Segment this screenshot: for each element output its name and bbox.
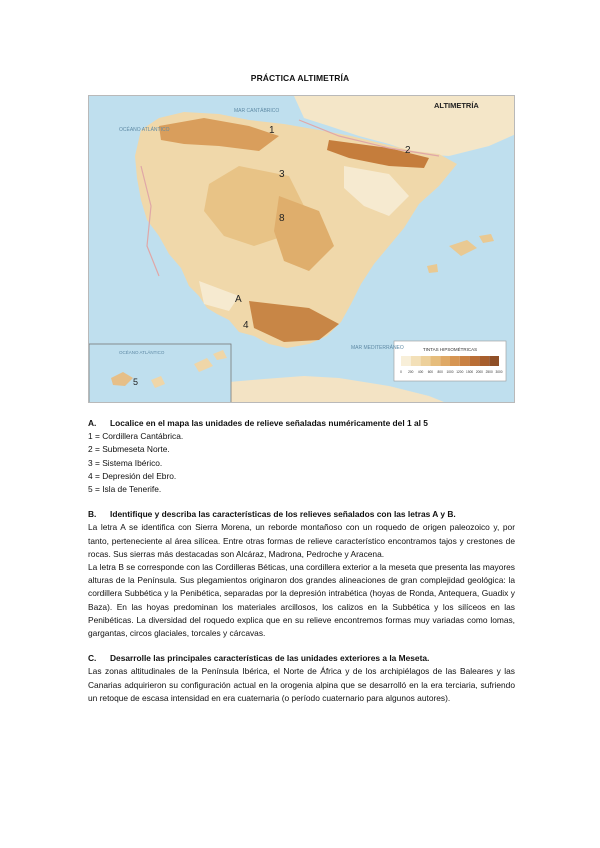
legend-tick: 1000 [446,370,454,374]
marker-8: 8 [279,213,285,224]
legend-tick: 2000 [475,370,483,374]
section-a-heading-text: Localice en el mapa las unidades de relieve señaladas numéricamente del 1 al 5 [110,418,428,428]
sea-label-cantabrico: MAR CANTÁBRICO [234,108,280,114]
page-title: PRÁCTICA ALTIMETRÍA [250,73,350,83]
sea-label-mediterraneo: MAR MEDITERRÁNEO [351,345,404,351]
legend-tick: 3000 [495,370,503,374]
section-b-letter: B. [88,509,97,520]
legend-swatch [421,356,431,366]
sea-label-atlantic: OCÉANO ATLÁNTICO [119,127,170,133]
legend-swatch [470,356,480,366]
section-a-item-2: 2 = Submeseta Norte. [88,444,170,455]
section-c-letter: C. [88,653,97,664]
legend-tick: 600 [427,370,434,374]
legend-tick: 1200 [456,370,464,374]
marker-3: 3 [279,169,285,180]
section-a-item-5: 5 = Isla de Tenerife. [88,484,162,495]
marker-4: 4 [243,320,249,331]
sea-label-atlantic-inset: OCÉANO ATLÁNTICO [119,350,165,355]
legend-title: TINTAS HIPSOMÉTRICAS [422,347,478,352]
legend-swatch [440,356,450,366]
relief-map-svg [89,96,515,403]
legend-swatches [401,356,499,366]
legend-tick: 1500 [466,370,474,374]
section-c-heading-text: Desarrolle las principales características de las unidades exteriores a la Meseta. [110,653,430,664]
legend-swatch [489,356,499,366]
marker-2: 2 [405,145,411,156]
section-b-heading-text: Identifique y describa las características de los relieves señalados con las letras A y B. [110,509,456,520]
marker-1: 1 [269,125,275,136]
section-a-item-1: 1 = Cordillera Cantábrica. [88,431,184,442]
section-c-heading [88,652,515,665]
section-c-paragraph-1: Las zonas altitudinales de la Península Ibérica, el Norte de África y de los archipiélagos de las Baleares y las Canarias adquirieron su configuración actual en la orogenia alpina que se desarrolló en la era terciaria, sufriendo un retoque de escasa intensidad en era cuaternaria (o período cuaternario para algunos autores). [88,666,515,703]
map-heading: ALTIMETRÍA [434,101,479,110]
legend-swatch [411,356,421,366]
relief-map [88,95,515,403]
legend-tick: 400 [417,370,424,374]
legend-swatch [430,356,440,366]
legend-swatch [450,356,460,366]
section-a-heading [88,417,515,430]
section-a-item-3: 3 = Sistema Ibérico. [88,457,163,468]
legend-swatch [401,356,411,366]
legend-tick: 2500 [485,370,493,374]
legend-tick: 200 [408,370,414,374]
section-b-heading [88,508,515,521]
section-a-letter: A. [88,418,97,428]
legend-tick: 800 [437,370,443,374]
content [88,417,515,705]
legend-tick: 0 [400,370,402,374]
section-b-paragraph-2: La letra B se corresponde con las Cordilleras Béticas, una cordillera exterior a la meseta que presenta las mayores alturas de la Península. Sus plegamientos originaron dos grandes alineaciones de gran complejidad geológica: la cordillera Subbética y la Penibética, separadas por la depresión intrabética (hoyas de Ronda, Antequera, Guadix y Baza). En las hoyas predominan los materiales arcillosos, los calizos en la Subbética y los silíceos en las Penibéticas. La diversidad del roquedo explica que en su relieve encontremos formas muy variadas como lomas, gargantas, circos glaciales, torcales y cárcavas. [88,562,515,639]
section-a-item-4: 4 = Depresión del Ebro. [88,470,177,481]
legend-swatch [460,356,470,366]
marker-5: 5 [133,377,139,387]
section-b-paragraph-1: La letra A se identifica con Sierra Morena, un reborde montañoso con un roquedo de origen paleozoico y, por tanto, perteneciente al área silícea. Entre otras formas de relieve característico encontramos tajos y crestones de rocas. Sus sierras más destacadas son Alcáraz, Madrona, Pedroche y Aracena. [88,522,515,559]
legend-swatch [479,356,489,366]
marker-a: A [235,294,242,305]
